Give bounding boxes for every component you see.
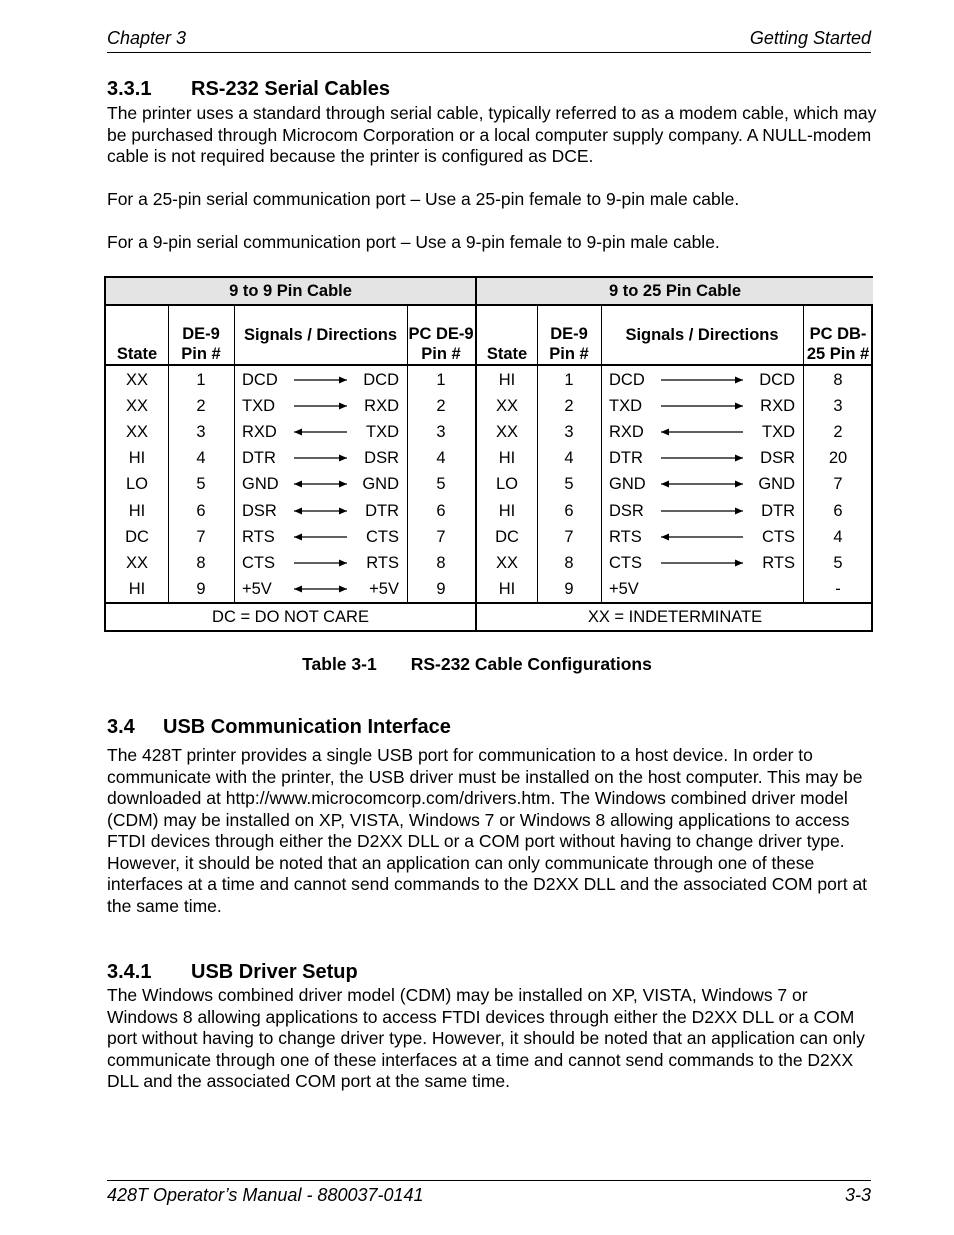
table-title-9-to-9: 9 to 9 Pin Cable [106, 278, 475, 306]
direction-arrow-left-icon [292, 424, 349, 445]
left-signal-from: DTR [242, 449, 276, 468]
left-pin: 4 [196, 449, 206, 468]
header-section: Getting Started [749, 28, 871, 48]
right-signal-to: GND [758, 475, 795, 494]
heading-3-3-1 [107, 78, 390, 101]
right-col-header-1: DE-9 Pin # [537, 306, 601, 366]
direction-arrow-right-icon [292, 555, 349, 576]
right-col-header-3: PC DB-25 Pin # [803, 306, 873, 366]
right-pc-pin: 8 [833, 371, 843, 389]
right-state: HI [498, 579, 516, 598]
rs232-table [104, 276, 873, 632]
direction-arrow-right-icon [659, 503, 745, 524]
left-pc-pin: 6 [436, 501, 446, 520]
caption-number: Table 3-1 [302, 654, 377, 674]
right-pc-pin: 20 [828, 449, 848, 468]
right-signal-from: DCD [609, 371, 645, 389]
right-signal-to: CTS [762, 527, 795, 546]
left-signal-to: GND [362, 475, 399, 494]
left-state: XX [125, 371, 148, 389]
right-pin: 4 [564, 449, 574, 468]
left-signal-to: DSR [364, 449, 399, 468]
left-col-header-1: DE-9 Pin # [168, 306, 234, 366]
left-state: HI [128, 449, 146, 468]
right-signal-from: GND [609, 475, 646, 494]
left-signal-to: DCD [363, 371, 399, 389]
right-pc-pin: 6 [833, 501, 843, 520]
direction-arrow-right-icon [292, 450, 349, 471]
right-state: HI [498, 371, 516, 389]
direction-arrow-right-icon [659, 398, 745, 419]
footer-rule [107, 1180, 871, 1181]
left-signal-to: CTS [366, 527, 399, 546]
caption-title: RS-232 Cable Configurations [410, 654, 652, 674]
right-pc-pin: 4 [833, 527, 843, 546]
left-pin: 1 [196, 371, 206, 389]
right-signal-to: DSR [760, 449, 795, 468]
heading-number: 3.3.1 [107, 78, 152, 100]
table-9-to-9 [106, 278, 475, 630]
table-title-9-to-25: 9 to 25 Pin Cable [477, 278, 873, 306]
right-signal-from: RTS [609, 527, 642, 546]
page-header [107, 28, 871, 49]
left-signal-to: RTS [366, 553, 399, 572]
right-state: XX [495, 423, 518, 442]
right-signal-from: +5V [609, 579, 639, 598]
paragraph-9-pin: For a 9-pin serial communication port – Use a 9-pin female to 9-pin male cable. [107, 232, 720, 252]
right-signal-from: DTR [609, 449, 643, 468]
heading-title: USB Driver Setup [191, 961, 358, 983]
right-col-header-2: Signals / Directions [601, 306, 803, 366]
right-column-divider [601, 306, 602, 602]
left-pin: 8 [196, 553, 206, 572]
paragraph-usb-driver: The Windows combined driver model (CDM) may be installed on XP, VISTA, Windows 7 or Windows 8 allowing applications to access FTDI devices through either the D2XX DLL or a COM port without having to change driver type. However, it should be noted that an application can only communicate through one of these interfaces at a time and cannot send commands to the D2XX DLL and the associated COM port at the same time. [107, 985, 865, 1091]
left-pc-pin: 7 [436, 527, 446, 546]
left-signal-to: +5V [369, 579, 399, 598]
right-state: LO [495, 475, 518, 494]
heading-number: 3.4.1 [107, 961, 152, 983]
right-state: HI [498, 449, 516, 468]
left-signal-from: RTS [242, 527, 275, 546]
right-state: XX [495, 553, 518, 572]
left-state: XX [125, 397, 148, 416]
heading-3-4-1 [107, 961, 358, 984]
right-pin: 6 [564, 501, 574, 520]
left-signal-from: +5V [242, 579, 272, 598]
left-signal-to: RXD [364, 397, 399, 416]
right-pc-pin: 3 [833, 397, 843, 416]
left-pc-pin: 1 [436, 371, 446, 389]
direction-arrow-right-icon [659, 372, 745, 393]
right-pc-pin: 7 [833, 475, 843, 494]
right-pc-pin: 5 [833, 553, 843, 572]
left-signal-to: DTR [365, 501, 399, 520]
left-state: LO [125, 475, 148, 494]
right-pin: 2 [564, 397, 574, 416]
heading-title: USB Communication Interface [163, 716, 451, 738]
left-pc-pin: 5 [436, 475, 446, 494]
left-pc-pin: 4 [436, 449, 446, 468]
direction-arrow-left-icon [659, 529, 745, 550]
left-state: XX [125, 423, 148, 442]
left-pc-pin: 3 [436, 423, 446, 442]
left-signal-from: DCD [242, 371, 278, 389]
right-signal-from: RXD [609, 423, 644, 442]
left-col-header-0: State [106, 306, 168, 366]
legend-do-not-care: DC = DO NOT CARE [106, 602, 475, 632]
direction-arrow-both-icon [292, 503, 349, 524]
right-pin: 1 [564, 371, 574, 389]
left-pin: 2 [196, 397, 206, 416]
right-signal-to: DTR [761, 501, 795, 520]
footer-page-number: 3-3 [844, 1185, 871, 1205]
left-pin: 7 [196, 527, 206, 546]
right-signal-from: TXD [609, 397, 642, 416]
direction-arrow-none-icon [659, 581, 745, 602]
left-pin: 3 [196, 423, 206, 442]
left-signal-from: CTS [242, 553, 275, 572]
left-col-header-2: Signals / Directions [234, 306, 407, 366]
direction-arrow-right-icon [659, 450, 745, 471]
right-signal-to [745, 576, 795, 602]
direction-arrow-both-icon [292, 581, 349, 602]
left-pin: 9 [196, 579, 206, 598]
right-signal-to: TXD [762, 423, 795, 442]
right-pin: 8 [564, 553, 574, 572]
footer-manual: 428T Operator’s Manual - 880037-0141 [107, 1185, 424, 1205]
right-pin: 5 [564, 475, 574, 494]
legend-indeterminate: XX = INDETERMINATE [477, 602, 873, 632]
right-pin: 3 [564, 423, 574, 442]
direction-arrow-left-icon [659, 424, 745, 445]
heading-title: RS-232 Serial Cables [191, 78, 390, 100]
right-pin: 7 [564, 527, 574, 546]
left-state: DC [125, 527, 149, 546]
left-pin: 6 [196, 501, 206, 520]
right-col-header-0: State [477, 306, 537, 366]
right-signal-to: RXD [760, 397, 795, 416]
left-signal-from: GND [242, 475, 279, 494]
direction-arrow-right-icon [292, 372, 349, 393]
page-footer [107, 1185, 871, 1206]
left-pin: 5 [196, 475, 206, 494]
heading-number: 3.4 [107, 716, 135, 738]
left-col-header-3: PC DE-9 Pin # [407, 306, 475, 366]
right-signal-to: DCD [759, 371, 795, 389]
left-pc-pin: 8 [436, 553, 446, 572]
right-pin: 9 [564, 579, 574, 598]
right-state: DC [495, 527, 519, 546]
left-signal-from: DSR [242, 501, 277, 520]
paragraph-usb-interface: The 428T printer provides a single USB port for communication to a host device. In order to communicate with the printer, the USB driver must be installed on the host computer. This may be downloaded at http://www.microcomcorp.com/drivers.htm. The Windows combined driver model (CDM) may be installed on XP, VISTA, Windows 7 or Windows 8 allowing applications to access FTDI devices through either the D2XX DLL or a COM port without having to change driver type. However, it should be noted that an application can only communicate through one of these interfaces at a time and cannot send commands to the D2XX DLL and the associated COM port at the same time. [107, 745, 868, 916]
paragraph-serial-cable: The printer uses a standard through serial cable, typically referred to as a modem cable, which may be purchased through Microcom Corporation or a local computer supply company. A NULL-modem cable is not required because the printer is configured as DCE. [107, 103, 877, 166]
right-pc-pin: - [835, 579, 841, 598]
direction-arrow-both-icon [659, 476, 745, 497]
header-rule [107, 52, 871, 53]
paragraph-25-pin: For a 25-pin serial communication port – Use a 25-pin female to 9-pin male cable. [107, 189, 740, 209]
table-caption [0, 654, 954, 675]
table-9-to-25 [475, 278, 873, 630]
left-signal-from: TXD [242, 397, 275, 416]
left-pc-pin: 2 [436, 397, 446, 416]
left-signal-from: RXD [242, 423, 277, 442]
right-state: HI [498, 501, 516, 520]
heading-3-4 [107, 716, 451, 739]
right-state: XX [495, 397, 518, 416]
right-pc-pin: 2 [833, 423, 843, 442]
left-signal-to: TXD [366, 423, 399, 442]
left-state: HI [128, 501, 146, 520]
direction-arrow-right-icon [659, 555, 745, 576]
header-chapter: Chapter 3 [107, 28, 187, 48]
left-state: XX [125, 553, 148, 572]
left-pc-pin: 9 [436, 579, 446, 598]
right-signal-to: RTS [762, 553, 795, 572]
left-column-divider [234, 306, 235, 602]
direction-arrow-both-icon [292, 476, 349, 497]
right-signal-from: DSR [609, 501, 644, 520]
direction-arrow-right-icon [292, 398, 349, 419]
left-state: HI [128, 579, 146, 598]
right-signal-from: CTS [609, 553, 642, 572]
direction-arrow-left-icon [292, 529, 349, 550]
